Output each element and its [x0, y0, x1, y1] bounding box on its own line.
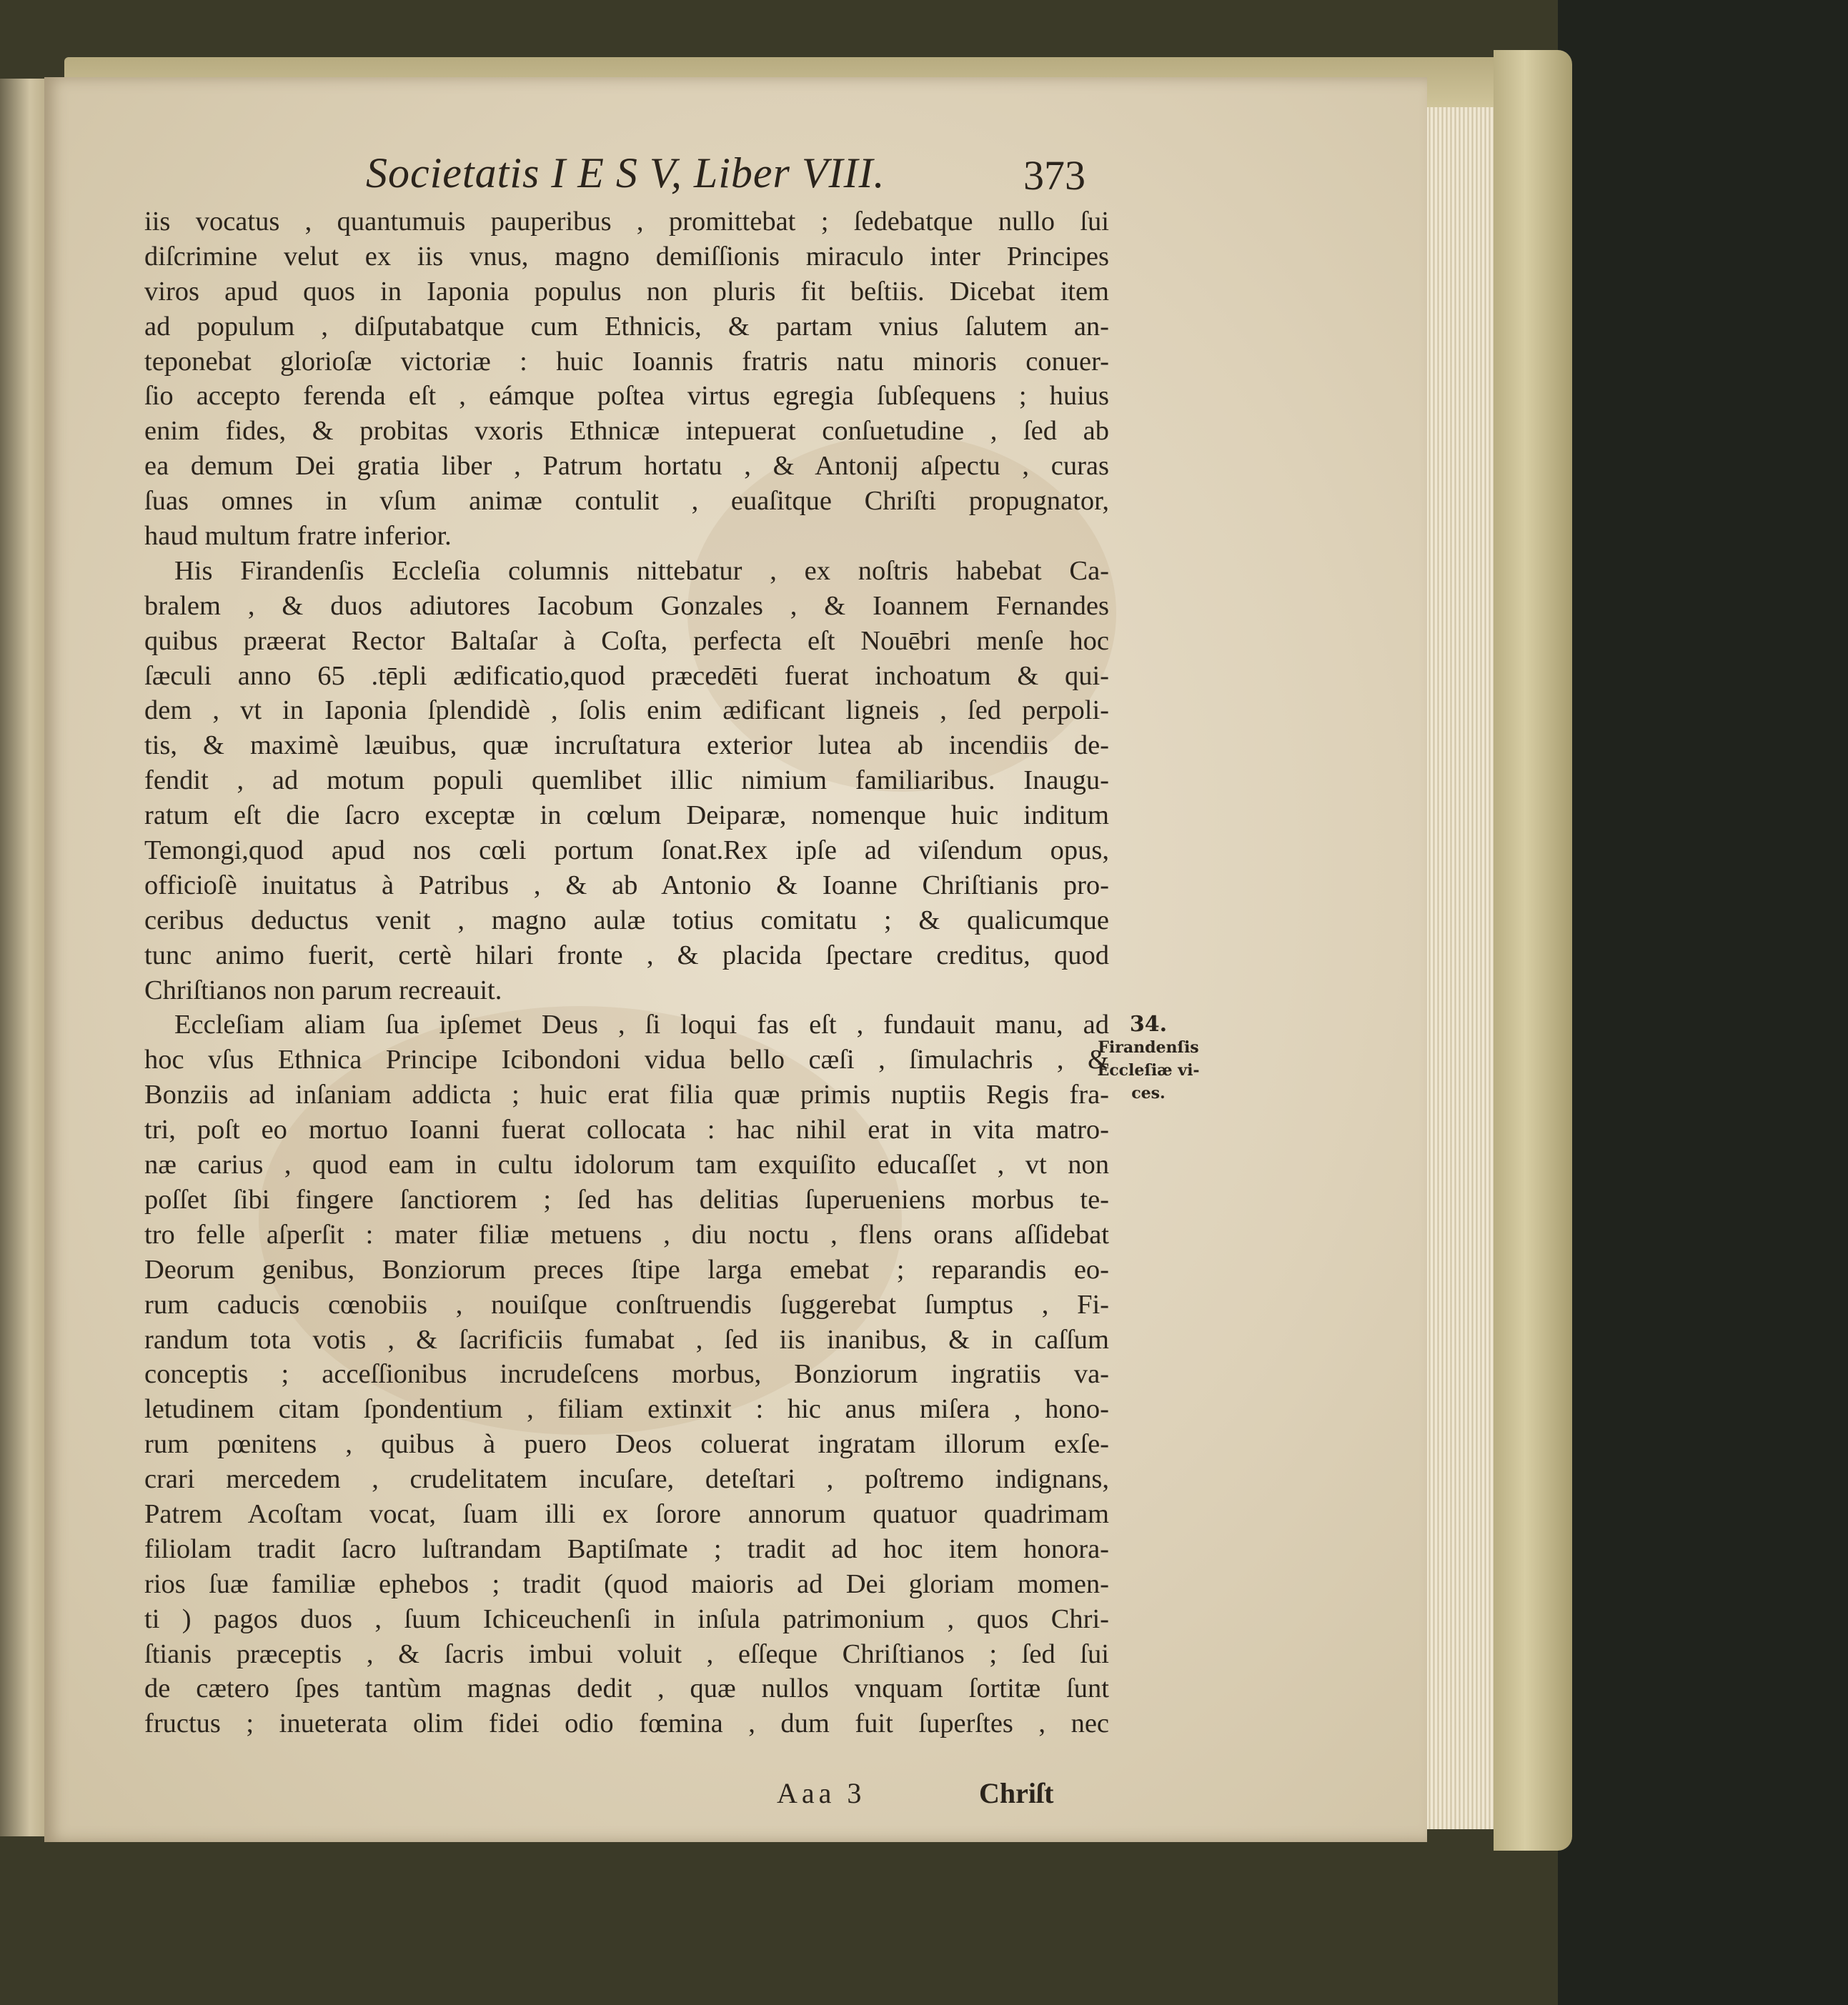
text-line: officioſè inuitatus à Patribus , & ab Antonio & Ioanne Chriſtianis pro-	[144, 870, 1109, 900]
text-line: de cætero ſpes tantùm magnas dedit , quæ nullos vnquam ſortitæ ſunt	[144, 1673, 1109, 1704]
text-line: Bonziis ad inſaniam addicta ; huic erat filia quæ primis nuptiis Regis fra-	[144, 1080, 1109, 1110]
text-line: viros apud quos in Iaponia populus non pluris fit beſtiis. Dicebat item	[144, 276, 1109, 307]
margin-note	[1073, 1013, 1223, 1105]
body-text	[144, 204, 1109, 1741]
text-line: tri, poſt eo mortuo Ioanni fuerat collocata : hac nihil erat in vita matro-	[144, 1115, 1109, 1145]
text-line: ad populum , diſputabatque cum Ethnicis, & partam vnius ſalutem an-	[144, 311, 1109, 342]
catchword: Chriſt	[979, 1777, 1054, 1809]
text-line: rios ſuæ familiæ ephebos ; tradit (quod maioris ad Dei gloriam momen-	[144, 1568, 1109, 1599]
text-line: bralem , & duos adiutores Iacobum Gonzales , & Ioannem Fernandes	[144, 590, 1109, 621]
text-line: conceptis ; acceſſionibus incrudeſcens morbus, Bonziorum ingratiis va-	[144, 1359, 1109, 1390]
paragraph	[144, 554, 1109, 1008]
text-line: ratum eſt die ſacro exceptæ in cœlum Deiparæ, nomenque huic inditum	[144, 800, 1109, 831]
margin-note-line: Firandenſis	[1098, 1038, 1199, 1057]
text-line: Eccleſiam aliam ſua ipſemet Deus , ſi loqui fas eſt , fundauit manu, ad	[174, 1010, 1109, 1040]
text-line: hoc vſus Ethnica Principe Icibondoni vidua bello cæſi , ſimulachris , &	[144, 1045, 1109, 1075]
text-line: teponebat glorioſæ victoriæ : huic Ioannis fratris natu minoris conuer-	[144, 346, 1109, 377]
page-number: 373	[1023, 152, 1086, 199]
facing-page-edge	[0, 79, 50, 1836]
text-line: dem , vt in Iaponia ſplendidè , ſolis enim ædificant ligneis , ſed perpoli-	[144, 695, 1109, 726]
text-line: ſtianis præceptis , & ſacris imbui voluit , eſſeque Chriſtianos ; ſed ſui	[144, 1638, 1109, 1669]
margin-note-number: 34.	[1129, 1012, 1168, 1037]
text-line: ceribus deductus venit , magno aulæ totius comitatu ; & qualicumque	[144, 905, 1109, 935]
margin-note-line: ces.	[1131, 1084, 1166, 1103]
text-line: næ carius , quod eam in cultu idolorum tam exquiſito educaſſet , vt non	[144, 1150, 1109, 1180]
text-line: filiolam tradit ſacro luſtrandam Baptiſmate ; tradit ad hoc item honora-	[144, 1533, 1109, 1564]
text-line: ea demum Dei gratia liber , Patrum hortatu , & Antonij aſpectu , curas	[144, 451, 1109, 482]
text-line: fructus ; inueterata olim fidei odio fœmina , dum fuit ſuperſtes , nec	[144, 1708, 1109, 1739]
signature-mark: Aaa 3	[777, 1777, 866, 1809]
paragraph	[144, 204, 1109, 554]
text-line: letudinem citam ſpondentium , filiam extinxit : hic anus miſera , hono-	[144, 1394, 1109, 1425]
text-line: ſio accepto ferenda eſt , eámque poſtea virtus egregia ſubſequens ; huius	[144, 381, 1109, 412]
margin-note-line: Eccleſiæ vi-	[1097, 1061, 1200, 1080]
text-line: Temongi,quod apud nos cœli portum ſonat.Rex ipſe ad viſendum opus,	[144, 835, 1109, 866]
text-line: poſſet ſibi fingere ſanctiorem ; ſed has delitias ſuperueniens morbus te-	[144, 1184, 1109, 1215]
text-line: iis vocatus , quantumuis pauperibus , promittebat ; ſedebatque nullo ſui	[144, 207, 1109, 237]
text-line: quibus præerat Rector Baltaſar à Coſta, perfecta eſt Nouēbri menſe hoc	[144, 625, 1109, 656]
running-head	[316, 149, 1138, 206]
text-line: Patrem Acoſtam vocat, ſuam illi ex ſorore annorum quatuor quadrimam	[144, 1498, 1109, 1529]
text-line: haud multum fratre inferior.	[144, 521, 452, 552]
text-line: enim fides, & probitas vxoris Ethnicæ intepuerat conſuetudine , ſed ab	[144, 416, 1109, 447]
text-line: ſuas omnes in vſum animæ contulit , euaſitque Chriſti propugnator,	[144, 486, 1109, 517]
text-line: ti ) pagos duos , ſuum Ichiceuchenſi in inſula patrimonium , quos Chri-	[144, 1603, 1109, 1634]
text-line: tis, & maximè læuibus, quæ incruſtatura exterior lutea ab incendiis de-	[144, 730, 1109, 761]
text-line: rum caducis cœnobiis , nouiſque conſtruendis ſuggerebat ſumptus , Fi-	[144, 1289, 1109, 1320]
paragraph	[144, 1008, 1109, 1741]
text-line: crari mercedem , crudelitatem incuſare, deteſtari , poſtremo indignans,	[144, 1464, 1109, 1495]
text-line: Deorum genibus, Bonziorum preces ſtipe larga emebat ; reparandis eo-	[144, 1254, 1109, 1285]
text-line: Chriſtianos non parum recreauit.	[144, 975, 502, 1005]
text-line: diſcrimine velut ex iis vnus, magno demiſſionis miraculo inter Principes	[144, 241, 1109, 272]
book-page	[44, 77, 1427, 1842]
vellum-cover-fore-edge	[1494, 50, 1572, 1851]
text-line: randum tota votis , & ſacrificiis fumabat , ſed iis inanibus, & in caſſum	[144, 1324, 1109, 1355]
text-line: ſæculi anno 65 .tēpli ædificatio,quod præcedēti fuerat inchoatum & qui-	[144, 660, 1109, 691]
text-line: tunc animo fuerit, certè hilari fronte , & placida ſpectare creditus, quod	[144, 940, 1109, 970]
text-block-page-edges	[1422, 107, 1494, 1829]
running-title: Societatis I E S V, Liber VIII.	[366, 149, 885, 196]
text-line: His Firandenſis Eccleſia columnis nittebatur , ex noſtris habebat Ca-	[174, 555, 1109, 586]
text-line: fendit , ad motum populi quemlibet illic nimium familiaribus. Inaugu-	[144, 765, 1109, 796]
text-line: rum pœnitens , quibus à puero Deos coluerat ingratam illorum exſe-	[144, 1429, 1109, 1460]
text-line: tro felle aſperſit : mater filiæ metuens , diu noctu , flens orans aſſidebat	[144, 1219, 1109, 1250]
page-content	[44, 77, 1427, 1842]
